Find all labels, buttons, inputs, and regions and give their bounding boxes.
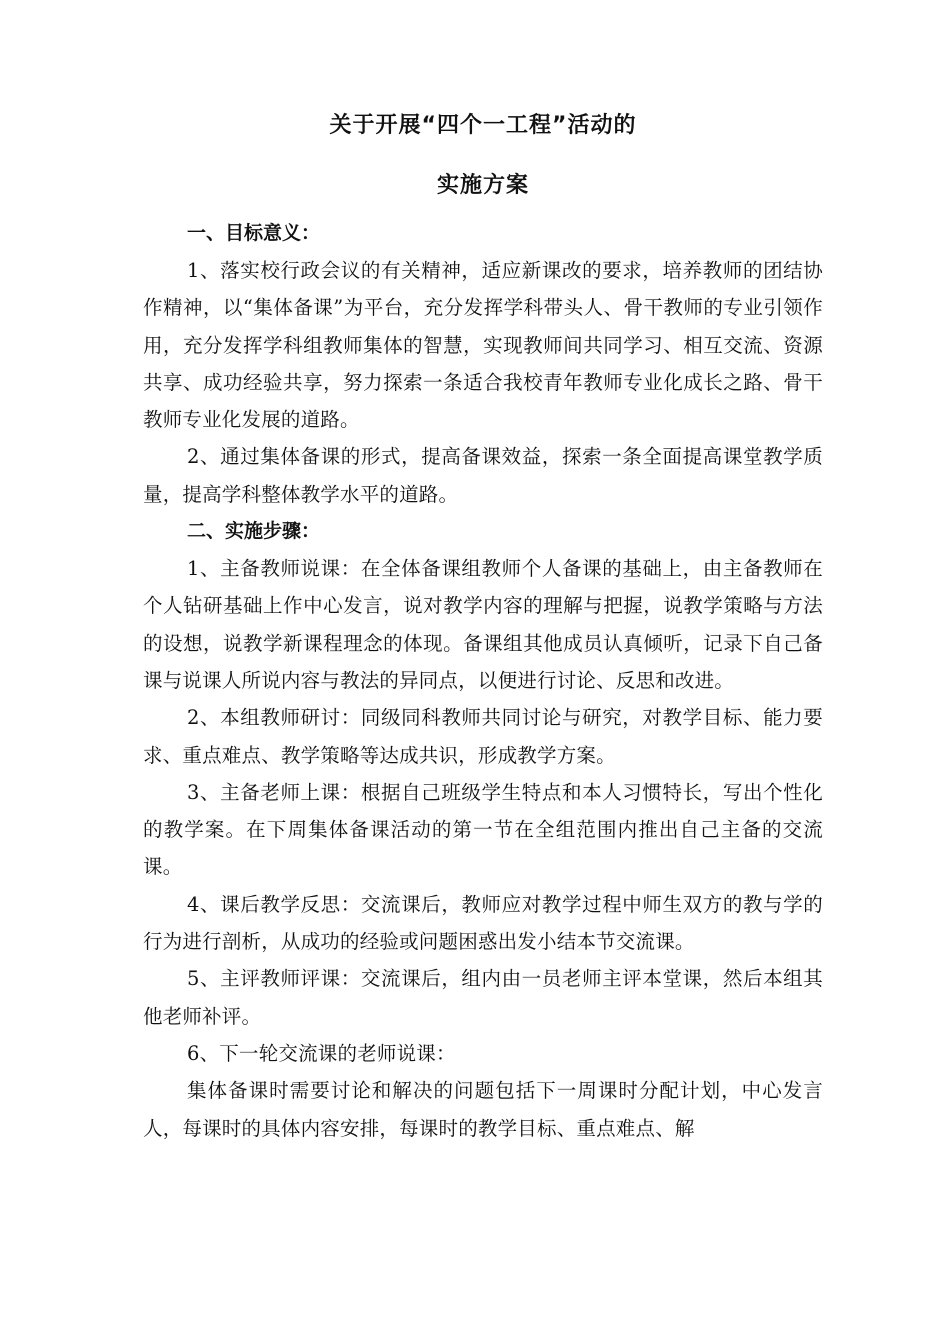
paragraph-objective-1: 1、落实校行政会议的有关精神，适应新课改的要求，培养教师的团结协作精神，以“集体备课”为平台，充分发挥学科带头人、骨干教师的专业引领作用，充分发挥学科组教师集体的智慧，实现教师间共同学习、相互交流、资源共享、成功经验共享，努力探索一条适合我校青年教师专业化成长之路、骨干教师专业化发展的道路。 — [143, 259, 823, 432]
paragraph-step-2: 2、本组教师研讨：同级同科教师共同讨论与研究，对教学目标、能力要求、重点难点、教学策略等达成共识，形成教学方案。 — [143, 706, 823, 767]
document-title-line-1: 关于开展“四个一工程”活动的 — [329, 113, 637, 138]
paragraph-step-4: 4、课后教学反思：交流课后，教师应对教学过程中师生双方的教与学的行为进行剖析，从成功的经验或问题困惑出发小结本节交流课。 — [143, 892, 823, 954]
paragraph-step-1: 1、主备教师说课：在全体备课组教师个人备课的基础上，由主备教师在个人钻研基础上作中心发言，说对教学内容的理解与把握，说教学策略与方法的设想，说教学新课程理念的体现。备课组其他成员认真倾听，记录下自己备课与说课人所说内容与教法的异同点，以便进行讨论、反思和改进。 — [143, 557, 823, 692]
paragraph-step-6: 6、下一轮交流课的老师说课： — [187, 1041, 456, 1065]
section-heading-steps: 二、实施步骤： — [187, 520, 321, 543]
paragraph-step-5: 5、主评教师评课：交流课后，组内由一员老师主评本堂课，然后本组其他老师补评。 — [143, 967, 823, 1028]
paragraph-collective-prep: 集体备课时需要讨论和解决的问题包括下一周课时分配计划，中心发言人，每课时的具体内容安排，每课时的教学目标、重点难点、解 — [143, 1079, 823, 1140]
document-title-line-2: 实施方案 — [436, 173, 529, 198]
section-heading-objectives: 一、目标意义： — [187, 222, 321, 244]
paragraph-step-3: 3、主备老师上课：根据自己班级学生特点和本人习惯特长，写出个性化的教学案。在下周集体备课活动的第一节在全组范围内推出自己主备的交流课。 — [143, 780, 823, 879]
paragraph-objective-2: 2、通过集体备课的形式，提高备课效益，探索一条全面提高课堂教学质量，提高学科整体教学水平的道路。 — [143, 445, 823, 506]
document-body — [143, 112, 823, 1147]
